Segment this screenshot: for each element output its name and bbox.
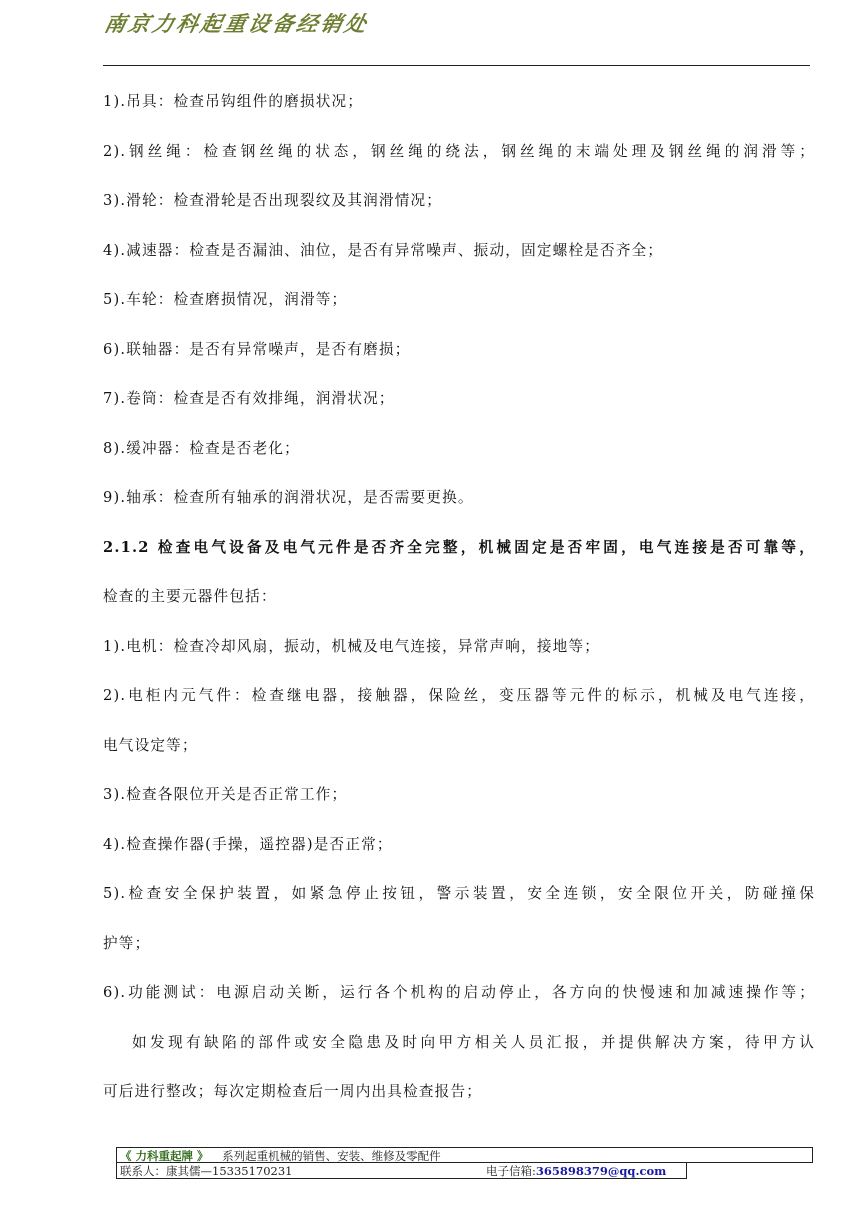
page-footer	[116, 1147, 813, 1179]
text-line: 6).功能测试：电源启动关断，运行各个机构的启动停止，各方向的快慢速和加减速操作等；	[103, 984, 815, 1001]
footer-contact: 联系人：康其儒—15335170231	[120, 1164, 293, 1178]
footer-brand-description: 系列起重机械的销售、安装、维修及零配件	[222, 1149, 441, 1163]
footer-email-link[interactable]: 365898379@qq.com	[535, 1164, 667, 1178]
text-line: 9).轴承：检查所有轴承的润滑状况，是否需要更换。	[103, 489, 474, 506]
text-line: 检查的主要元器件包括：	[103, 588, 277, 605]
footer-brand-name: 《 力科重起牌 》	[120, 1149, 209, 1163]
text-line: 1).吊具：检查吊钩组件的磨损状况；	[103, 93, 364, 110]
text-line: 电气设定等；	[103, 736, 198, 754]
text-line: 护等；	[103, 934, 151, 952]
text-line: 2).钢丝绳：检查钢丝绳的状态，钢丝绳的绕法，钢丝绳的末端处理及钢丝绳的润滑等；	[103, 142, 815, 160]
text-line: 1).电机：检查冷却风扇，振动，机械及电气连接，异常声响，接地等；	[103, 637, 601, 655]
document-body	[103, 77, 815, 1117]
text-line: 3).滑轮：检查滑轮是否出现裂纹及其润滑情况；	[103, 192, 443, 209]
text-line: 4).检查操作器(手操，遥控器)是否正常；	[103, 835, 393, 853]
text-line: 6).联轴器：是否有异常噪声，是否有磨损；	[103, 340, 411, 358]
header-brand-logo: 南京力科起重设备经销处	[102, 11, 372, 36]
text-line: 2).电柜内元气件：检查继电器，接触器，保险丝，变压器等元件的标示，机械及电气连接，	[103, 687, 815, 704]
footer-brand-row	[116, 1147, 813, 1163]
text-line: 可后进行整改；每次定期检查后一周内出具检查报告；	[103, 1083, 483, 1100]
text-line: 3).检查各限位开关是否正常工作；	[103, 786, 348, 803]
section-heading-line: 2.1.2 检查电气设备及电气元件是否齐全完整，机械固定是否牢固，电气连接是否可靠等，	[103, 538, 815, 556]
paragraph-first-line: 如发现有缺陷的部件或安全隐患及时向甲方相关人员汇报，并提供解决方案，待甲方认	[132, 1033, 815, 1051]
text-line: 5).检查安全保护装置，如紧急停止按钮，警示装置，安全连锁，安全限位开关，防碰撞保	[103, 885, 815, 902]
footer-email-label: 电子信箱:	[486, 1164, 536, 1178]
text-line: 7).卷筒：检查是否有效排绳，润滑状况；	[103, 390, 395, 407]
footer-email-block	[486, 1163, 666, 1179]
text-line: 5).车轮：检查磨损情况，润滑等；	[103, 291, 348, 308]
text-line: 4).减速器：检查是否漏油、油位，是否有异常噪声、振动，固定螺栓是否齐全；	[103, 241, 664, 259]
footer-contact-row	[116, 1163, 687, 1179]
header-divider	[103, 65, 810, 66]
text-line: 8).缓冲器：检查是否老化；	[103, 439, 300, 457]
